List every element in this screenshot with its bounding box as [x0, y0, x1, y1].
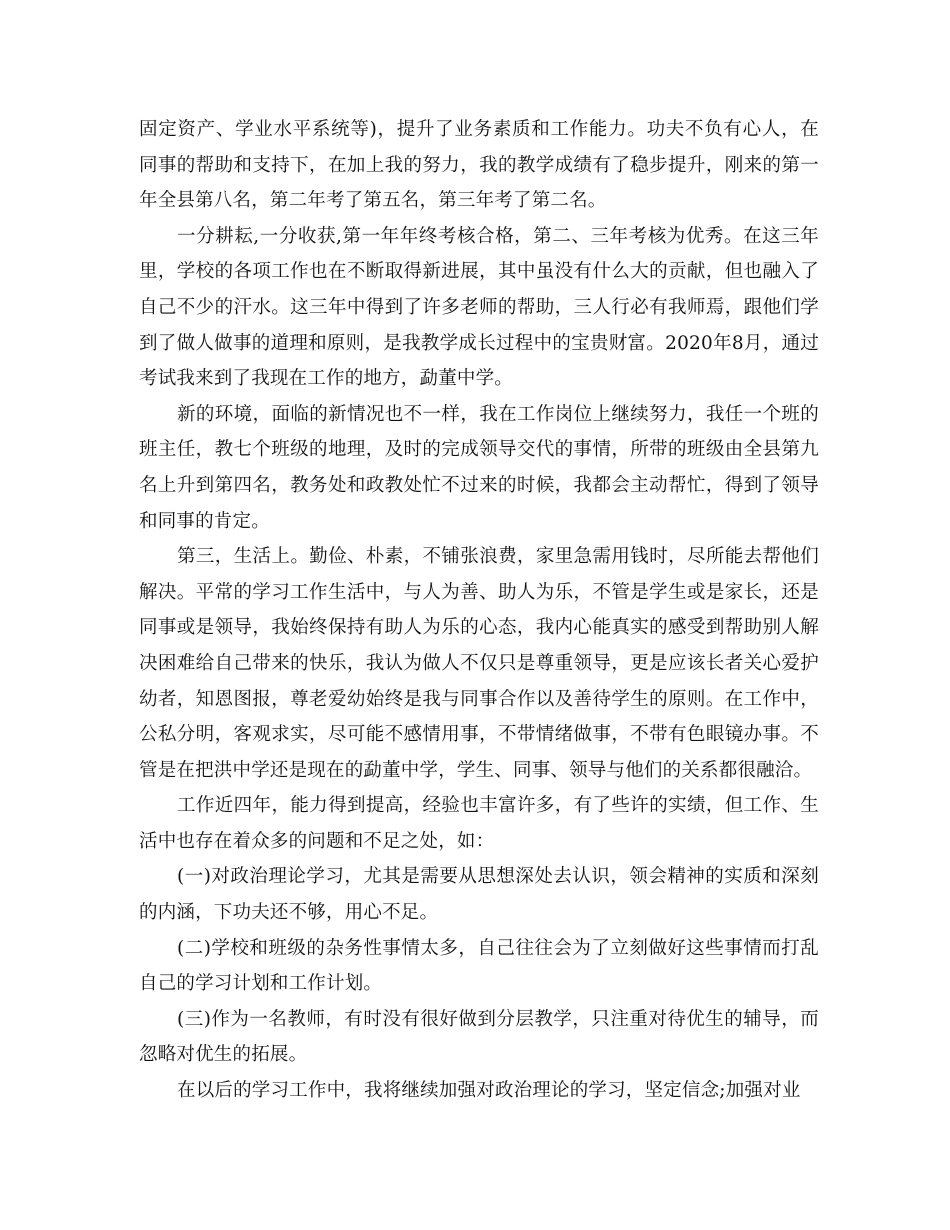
- paragraph-5: 工作近四年，能力得到提高，经验也丰富许多，有了些许的实绩，但工作、生活中也存在着众多的问题和不足之处，如：: [139, 795, 819, 852]
- document-body: [139, 112, 819, 1109]
- paragraph-3: 新的环境，面临的新情况也不一样，我在工作岗位上继续努力，我任一个班的班主任，教七个班级的地理，及时的完成领导交代的事情，所带的班级由全县第九名上升到第四名，教务处和政教处忙不过来的时候，我都会主动帮忙，得到了领导和同事的肯定。: [139, 403, 819, 532]
- paragraph-4: 第三，生活上。勤俭、朴素，不铺张浪费，家里急需用钱时，尽所能去帮他们解决。平常的学习工作生活中，与人为善、助人为乐，不管是学生或是家长，还是同事或是领导，我始终保持有助人为乐的心态，我内心能真实的感受到帮助别人解决困难给自己带来的快乐，我认为做人不仅只是尊重领导，更是应该长者关心爱护幼者，知恩图报，尊老爱幼始终是我与同事合作以及善待学生的原则。在工作中，公私分明，客观求实，尽可能不感情用事，不带情绪做事，不带有色眼镜办事。不管是在把洪中学还是现在的勐董中学，学生、同事、领导与他们的关系都很融洽。: [139, 546, 819, 781]
- paragraph-8: (三)作为一名教师，有时没有很好做到分层教学，只注重对待优生的辅导，而忽略对优生的拓展。: [139, 1008, 819, 1066]
- paragraph-2: 一分耕耘,一分收获,第一年年终考核合格，第二、三年考核为优秀。在这三年里，学校的各项工作也在不断取得新进展，其中虽没有什么大的贡献，但也融入了自己不少的汗水。这三年中得到了许多老师的帮助，三人行必有我师焉，跟他们学到了做人做事的道理和原则，是我教学成长过程中的宝贵财富。2020年8月，通过考试我来到了我现在工作的地方，勐董中学。: [139, 225, 819, 390]
- paragraph-9: 在以后的学习工作中，我将继续加强对政治理论的学习，坚定信念;加强对业: [177, 1080, 801, 1102]
- paragraph-6: (一)对政治理论学习，尤其是需要从思想深处去认识，领会精神的实质和深刻的内涵，下功夫还不够，用心不足。: [139, 866, 819, 924]
- paragraph-7: (二)学校和班级的杂务性事情太多，自己往往会为了立刻做好这些事情而打乱自己的学习计划和工作计划。: [139, 937, 819, 995]
- paragraph-1: 固定资产、学业水平系统等)，提升了业务素质和工作能力。功夫不负有心人，在同事的帮助和支持下，在加上我的努力，我的教学成绩有了稳步提升，刚来的第一年全县第八名，第二年考了第五名，第三年考了第二名。: [139, 119, 819, 212]
